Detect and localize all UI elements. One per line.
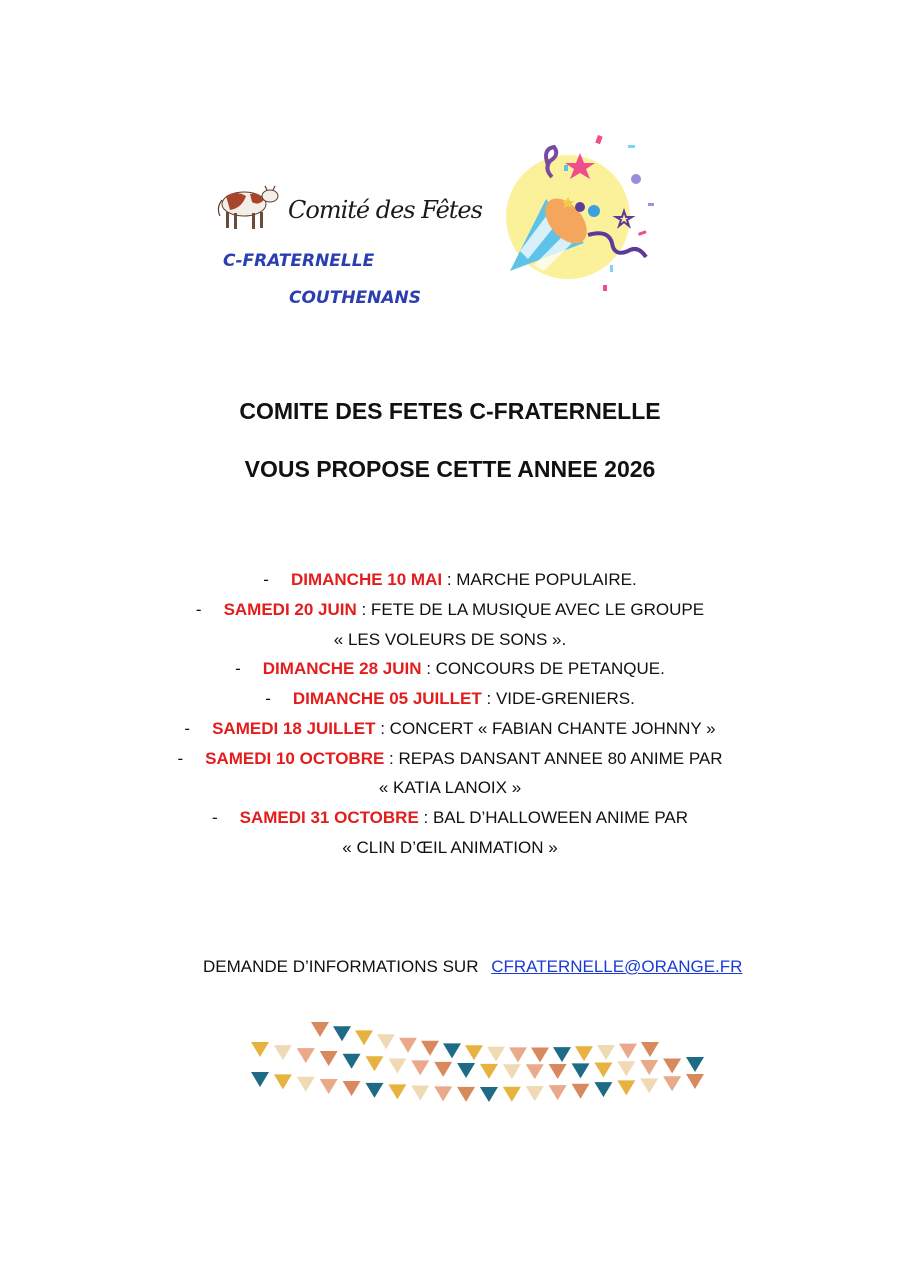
event-description: : CONCOURS DE PETANQUE. xyxy=(421,659,665,678)
event-continuation: « LES VOLEURS DE SONS ». xyxy=(333,630,567,649)
bunting-flag xyxy=(503,1087,521,1102)
list-dash: - xyxy=(195,600,202,619)
bunting-flag xyxy=(297,1077,315,1092)
event-description: : REPAS DANSANT ANNEE 80 ANIME PAR xyxy=(384,749,723,768)
bunting-flag xyxy=(549,1085,567,1100)
list-dash: - xyxy=(184,719,191,738)
bunting-flag xyxy=(355,1030,373,1045)
bunting-flag xyxy=(572,1063,590,1078)
contact-email-link[interactable]: CFRATERNELLE@ORANGE.FR xyxy=(491,957,743,976)
list-dash: - xyxy=(263,570,269,589)
bunting-flag xyxy=(572,1084,590,1099)
party-popper-icon xyxy=(498,125,668,300)
event-item xyxy=(0,689,900,709)
contact-label: DEMANDE D’INFORMATIONS SUR xyxy=(203,957,479,976)
bunting-flag xyxy=(251,1042,269,1057)
bunting-flag xyxy=(663,1076,681,1091)
event-description: : VIDE-GRENIERS. xyxy=(481,689,635,708)
bunting-flag xyxy=(388,1084,406,1099)
bunting-flag xyxy=(365,1083,383,1098)
bunting-flag xyxy=(465,1045,483,1060)
bunting-flag xyxy=(320,1051,338,1066)
event-description: : CONCERT « FABIAN CHANTE JOHNNY » xyxy=(375,719,716,738)
bunting-flag xyxy=(333,1026,351,1041)
event-item xyxy=(0,749,900,769)
bunting-flag xyxy=(487,1047,505,1062)
event-continuation: « CLIN D’ŒIL ANIMATION » xyxy=(342,838,558,857)
list-dash: - xyxy=(211,808,218,827)
bunting-flag xyxy=(411,1060,429,1075)
bunting-flag xyxy=(411,1086,429,1101)
cow-logo-icon xyxy=(212,180,282,232)
event-date: DIMANCHE 05 JUILLET xyxy=(292,689,482,708)
bunting-flag xyxy=(480,1064,498,1079)
event-date: SAMEDI 18 JUILLET xyxy=(212,719,376,738)
bunting-flag xyxy=(531,1047,549,1062)
bunting-flag xyxy=(343,1081,361,1096)
page-title-line-2: VOUS PROPOSE CETTE ANNEE 2026 xyxy=(244,456,656,482)
bunting-flag xyxy=(251,1072,269,1087)
bunting-flag xyxy=(457,1087,475,1102)
bunting-flag xyxy=(619,1044,637,1059)
event-date: SAMEDI 31 OCTOBRE xyxy=(239,808,419,827)
event-item xyxy=(0,600,900,620)
bunting-flag xyxy=(617,1061,635,1076)
bunting-flag xyxy=(617,1080,635,1095)
bunting-flag xyxy=(549,1064,567,1079)
event-date: DIMANCHE 10 MAI xyxy=(290,570,443,589)
bunting-flag xyxy=(274,1074,292,1089)
bunting-flag xyxy=(421,1041,439,1056)
event-item xyxy=(0,570,900,590)
event-item xyxy=(0,659,900,679)
bunting-flag xyxy=(575,1046,593,1061)
event-description: : FETE DE LA MUSIQUE AVEC LE GROUPE xyxy=(356,600,705,619)
bunting-flag xyxy=(553,1047,571,1062)
event-date: DIMANCHE 28 JUIN xyxy=(262,659,422,678)
bunting-flag xyxy=(597,1045,615,1060)
comite-script-logo: Comité des Fêtes xyxy=(288,196,482,224)
event-item xyxy=(0,719,900,739)
bunting-flag xyxy=(509,1047,527,1062)
logo-line-village: COUTHENANS xyxy=(289,288,422,308)
bunting-flag xyxy=(457,1063,475,1078)
bunting-flag xyxy=(399,1038,417,1053)
page-title-line-1: COMITE DES FETES C-FRATERNELLE xyxy=(239,398,661,424)
bunting-flag xyxy=(274,1045,292,1060)
bunting-flag xyxy=(641,1042,659,1057)
bunting-flag xyxy=(503,1064,521,1079)
logo-line-association: C-FRATERNELLE xyxy=(223,251,375,271)
bunting-flag xyxy=(377,1034,395,1049)
event-description: : BAL D’HALLOWEEN ANIME PAR xyxy=(418,808,689,827)
bunting-flag xyxy=(388,1058,406,1073)
list-dash: - xyxy=(177,749,184,768)
bunting-flag xyxy=(365,1056,383,1071)
bunting-flag xyxy=(320,1079,338,1094)
list-dash: - xyxy=(235,659,241,678)
bunting-flag xyxy=(434,1086,452,1101)
bunting-flag xyxy=(343,1054,361,1069)
bunting-flag xyxy=(640,1078,658,1093)
bunting-flag xyxy=(297,1048,315,1063)
bunting-flag xyxy=(686,1074,704,1089)
bunting-flag xyxy=(311,1022,329,1037)
event-continuation: « KATIA LANOIX » xyxy=(378,778,522,797)
bunting-flag xyxy=(663,1059,681,1074)
bunting-flag xyxy=(443,1043,461,1058)
bunting-flag xyxy=(526,1064,544,1079)
bunting-garland-icon xyxy=(250,1012,705,1127)
bunting-flag xyxy=(434,1062,452,1077)
bunting-flag xyxy=(480,1087,498,1102)
bunting-flag xyxy=(686,1057,704,1072)
contact-line xyxy=(203,957,742,977)
event-date: SAMEDI 10 OCTOBRE xyxy=(205,749,385,768)
bunting-flag xyxy=(640,1060,658,1075)
bunting-flag xyxy=(594,1082,612,1097)
event-description: : MARCHE POPULAIRE. xyxy=(442,570,637,589)
bunting-flag xyxy=(526,1086,544,1101)
bunting-flag xyxy=(594,1062,612,1077)
event-item xyxy=(0,808,900,828)
event-date: SAMEDI 20 JUIN xyxy=(223,600,357,619)
list-dash: - xyxy=(265,689,271,708)
